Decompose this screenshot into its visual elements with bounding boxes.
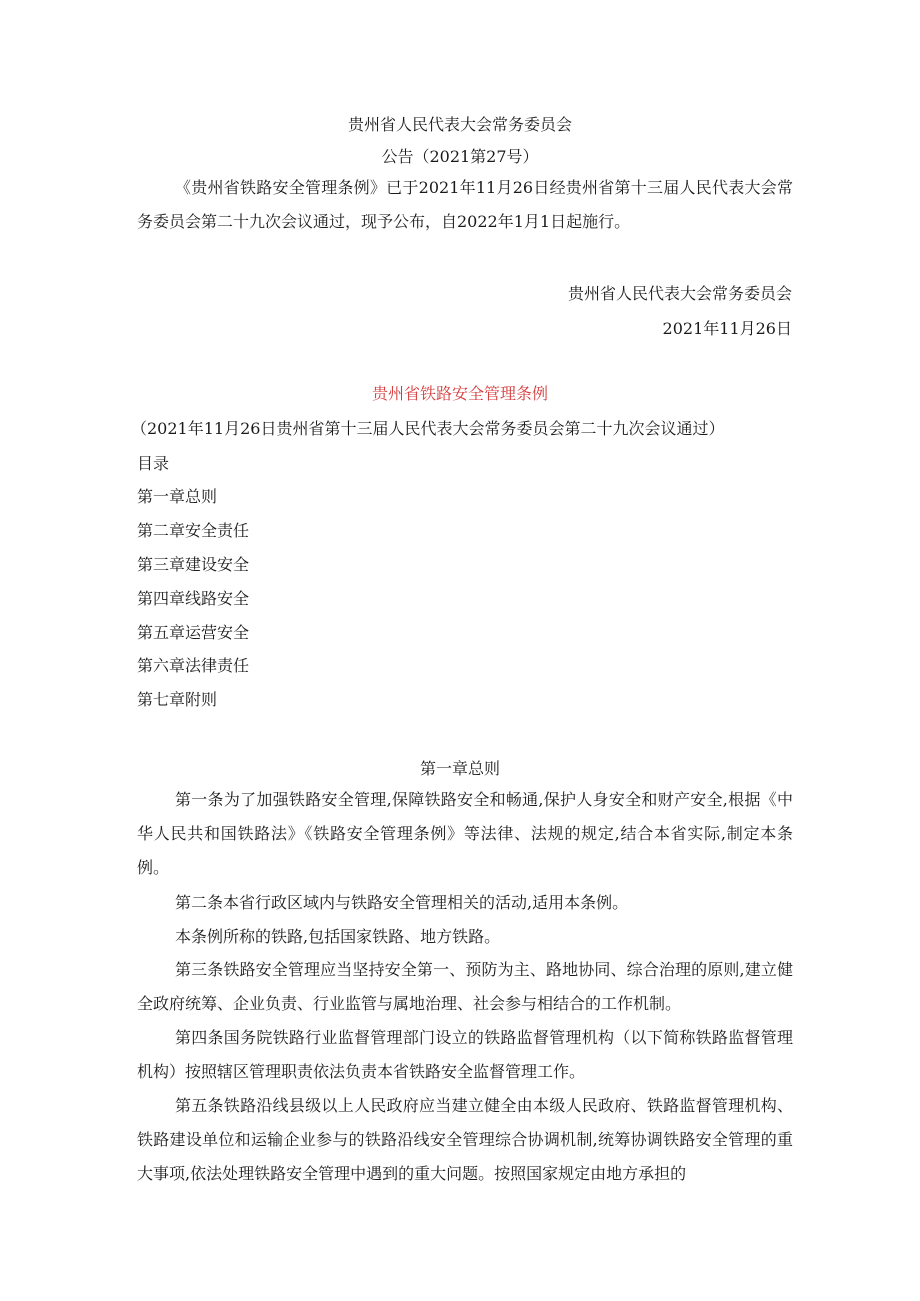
toc-item: 第一章总则 (137, 487, 218, 506)
toc-item: 第二章安全责任 (137, 521, 250, 540)
article-paragraph: 第五条铁路沿线县级以上人民政府应当建立健全由本级人民政府、铁路监督管理机构、铁路建设单位和运输企业参与的铁路沿线安全管理综合协调机制,统筹协调铁路安全管理的重大事项,依法处理铁路安全管理中遇到的重大问题。按照国家规定由地方承担的 (137, 1096, 793, 1183)
article-paragraph: 第三条铁路安全管理应当坚持安全第一、预防为主、路地协同、综合治理的原则,建立健全政府统筹、企业负责、行业监管与属地治理、社会参与相结合的工作机制。 (137, 960, 793, 1013)
article-paragraph: 第四条国务院铁路行业监督管理部门设立的铁路监督管理机构（以下简称铁路监督管理机构）按照辖区管理职责依法负责本省铁路安全监督管理工作。 (137, 1028, 793, 1081)
article-paragraph: 第一条为了加强铁路安全管理,保障铁路安全和畅通,保护人身安全和财产安全,根据《中华人民共和国铁路法》《铁路安全管理条例》等法律、法规的规定,结合本省实际,制定本条例。 (137, 790, 793, 877)
chapter-heading: 第一章总则 (419, 759, 500, 778)
toc-item: 第五章运营安全 (137, 623, 250, 642)
regulation-title: 贵州省铁路安全管理条例 (371, 384, 548, 403)
announcement-number: 公告（2021第27号） (381, 147, 539, 166)
toc-item: 第三章建设安全 (137, 555, 250, 574)
article-paragraph: 第二条本省行政区域内与铁路安全管理相关的活动,适用本条例。 (175, 893, 629, 912)
toc-item: 第四章线路安全 (137, 589, 250, 608)
announcement-body: 《贵州省铁路安全管理条例》已于2021年11月26日经贵州省第十三届人民代表大会常务委员会第二十九次会议通过，现予公布，自2022年1月1日起施行。 (137, 178, 793, 231)
signature-date: 2021年11月26日 (662, 319, 792, 338)
adoption-note: （2021年11月26日贵州省第十三届人民代表大会常务委员会第二十九次会议通过） (131, 419, 725, 438)
toc-item: 第七章附则 (137, 690, 218, 709)
toc-item: 第六章法律责任 (137, 656, 250, 675)
toc-heading: 目录 (137, 454, 170, 473)
signature-org: 贵州省人民代表大会常务委员会 (567, 284, 792, 303)
article-paragraph: 本条例所称的铁路,包括国家铁路、地方铁路。 (175, 927, 501, 946)
announcement-issuer: 贵州省人民代表大会常务委员会 (347, 115, 572, 134)
